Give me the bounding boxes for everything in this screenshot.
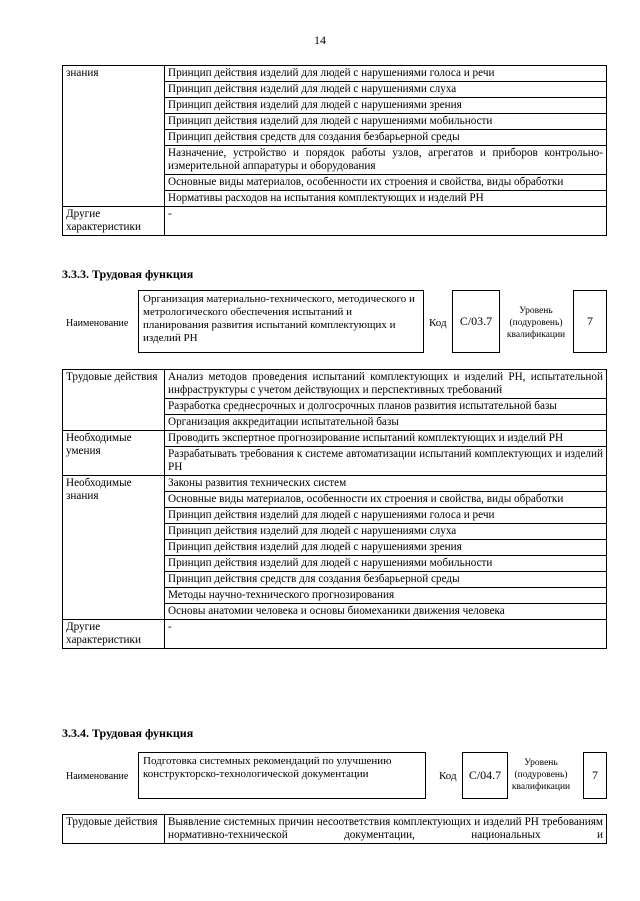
name-label: Наименование [66,771,129,782]
function-name: Организация материально-технического, методического и метрологического обеспечения испытаний и планирования развития испытаний комплектующих и изделий РН [138,290,424,353]
knowledge-item: Назначение, устройство и порядок работы узлов, агрегатов и приборов контрольно-измерительной аппаратуры и оборудования [165,146,607,175]
level-label: Уровень (подуровень) квалификации [511,758,571,792]
knowledge-item: Принцип действия средств для создания безбарьерной среды [165,130,607,146]
row-label-knowledge: знания [63,66,165,207]
page-number: 14 [314,33,326,47]
knowledge-item: Принцип действия изделий для людей с нарушениями зрения [165,98,607,114]
knowledge-item: Принцип действия изделий для людей с нарушениями голоса и речи [165,66,607,82]
row-label-skills: Необходимые умения [63,431,165,476]
knowledge-item: Основы анатомии человека и основы биомеханики движения человека [165,604,607,620]
function-name: Подготовка системных рекомендаций по улучшению конструкторско-технологической документации [138,752,426,799]
knowledge-item: Основные виды материалов, особенности их строения и свойства, виды обработки [165,492,607,508]
qualification-level: 7 [573,290,607,353]
skill-item: Проводить экспертное прогнозирование испытаний комплектующих и изделий РН [165,431,607,447]
knowledge-item: Принцип действия изделий для людей с нарушениями зрения [165,540,607,556]
section-heading-334: 3.3.4. Трудовая функция [62,726,194,740]
knowledge-item: Принцип действия средств для создания безбарьерной среды [165,572,607,588]
name-label: Наименование [66,318,129,329]
function-table-334 [62,814,607,844]
row-label-actions: Трудовые действия [63,370,165,431]
action-item: Организация аккредитации испытательной базы [165,415,607,431]
row-label-actions: Трудовые действия [63,815,165,844]
knowledge-item: Методы научно-технического прогнозирования [165,588,607,604]
knowledge-item: Принцип действия изделий для людей с нарушениями слуха [165,82,607,98]
other-value: - [165,207,607,236]
knowledge-item: Основные виды материалов, особенности их строения и свойства, виды обработки [165,175,607,191]
skill-item: Разрабатывать требования к системе автоматизации испытаний комплектующих и изделий РН [165,447,607,476]
row-label-knowledge: Необходимые знания [63,476,165,620]
function-header-333 [0,290,640,360]
knowledge-item: Принцип действия изделий для людей с нарушениями мобильности [165,556,607,572]
action-item: Анализ методов проведения испытаний комплектующих и изделий РН, испытательной инфраструктуры с учетом действующих и перспективных требований [165,370,607,399]
qualification-level: 7 [583,752,607,799]
code-label: Код [429,317,447,329]
section-heading-333: 3.3.3. Трудовая функция [62,267,194,281]
knowledge-table-continued [62,65,607,236]
level-label: Уровень (подуровень) квалификации [506,306,566,340]
code-label: Код [439,770,457,782]
function-header-334 [0,752,640,802]
function-code: C/03.7 [452,290,500,353]
knowledge-item: Принцип действия изделий для людей с нарушениями мобильности [165,114,607,130]
other-value: - [165,620,607,649]
action-item: Разработка среднесрочных и долгосрочных планов развития испытательной базы [165,399,607,415]
action-item: Выявление системных причин несоответствия комплектующих и изделий РН требованиям нормативно-технической документации, национальных и [165,815,607,844]
knowledge-item: Законы развития технических систем [165,476,607,492]
row-label-other: Другие характеристики [63,620,165,649]
function-code: C/04.7 [462,752,508,799]
knowledge-item: Принцип действия изделий для людей с нарушениями голоса и речи [165,508,607,524]
function-table-333 [62,369,607,649]
knowledge-item: Принцип действия изделий для людей с нарушениями слуха [165,524,607,540]
row-label-other: Другие характеристики [63,207,165,236]
knowledge-item: Нормативы расходов на испытания комплектующих и изделий РН [165,191,607,207]
